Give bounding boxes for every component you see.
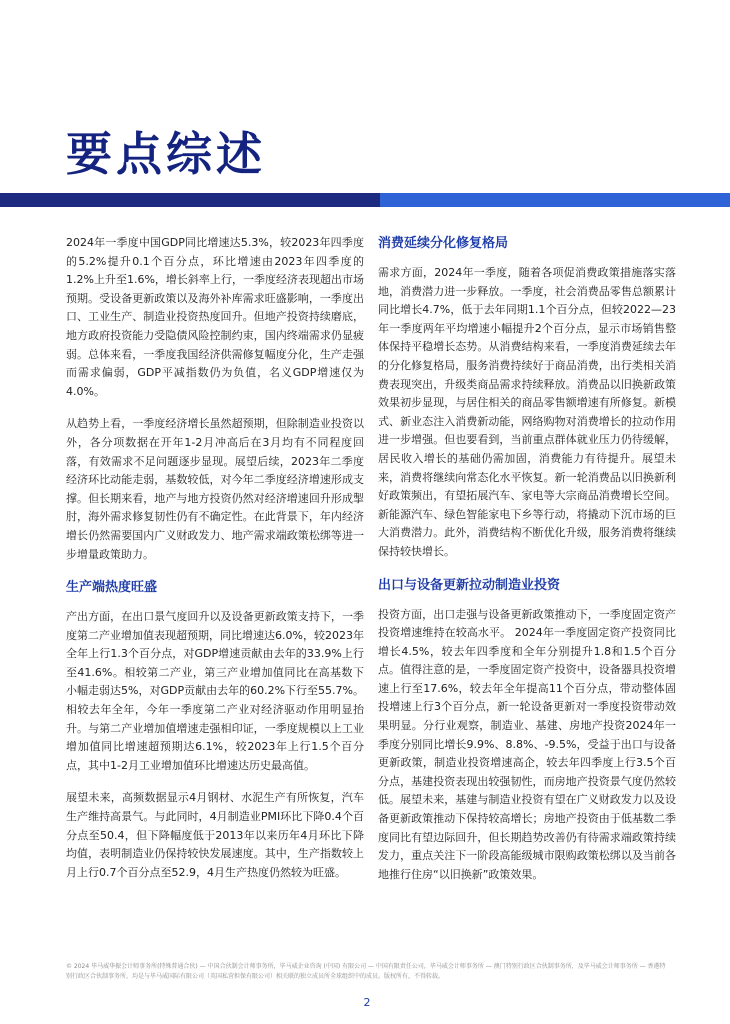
paragraph: 2024年一季度中国GDP同比增速达5.3%，较2023年四季度的5.2%提升0.1个百分点，环比增速由2023年四季度的1.2%上升至1.6%，增长斜率上行，一季度经济表现超出市场预期。受设备更新政策以及海外补库需求旺盛影响，一季度出口、工业生产、制造业投资热度回升。但地产投资持续磨底，地方政府投资能力受隐债风险控制约束，国内终端需求仍显疲弱。总体来看，一季度我国经济供需修复幅度分化，生产走强而需求偏弱，GDP平减指数仍为负值，名义GDP增速仅为4.0%。 [66, 236, 364, 398]
right-column [378, 234, 676, 898]
paragraph: 投资方面，出口走强与设备更新政策推动下，一季度固定资产投资增速维持在较高水平。 2024年一季度固定资产投资同比增长4.5%，较去年四季度和全年分别提升1.8和1.5个百分点。值得注意的是，一季度固定资产投资中，设备器具投资增速上行至17.6%，较去年全年提高11个百分点，带动整体固投增速上行3个百分点，新一轮设备更新对一季度投资带动效果明显。分行业观察，制造业、基建、房地产投资2024年一季度分别同比增长9.9%、8.8%、-9.5%，受益于出口与设备更新政策，制造业投资增速高企，较去年四季度上行3.5个百分点，基建投资表现出较强韧性，而房地产投资景气度仍然较低。展望未来，基建与制造业投资有望在广义财政发力以及设备更新政策推动下保持较高增长；房地产投资由于低基数二季度同比有望边际回升，但长期趋势改善仍有待需求端政策持续发力，重点关注下一阶段高能级城市限购政策松绑以及当前各地推行住房“以旧换新”政策效果。 [378, 607, 676, 881]
page-title: 要点综述 [66, 127, 266, 181]
header-band-accent [380, 193, 730, 207]
copyright-footnote: © 2024 毕马威华振会计师事务所(特殊普通合伙) — 中国合伙制会计师事务所，毕马威企业咨询 (中国) 有限公司 — 中国有限责任公司，毕马威会计师事务所 — 澳门特别行政区合伙制事务所，及毕马威会计师事务所 — 香港特别行政区合伙制事务所，均是与毕马威国际有限公司（英国私营担保有限公司）相关联的独立成员所全球组织中的成员。版权所有，不得转载。 [66, 963, 666, 980]
section-heading: 生产端热度旺盛 [66, 580, 158, 596]
section-heading: 消费延续分化修复格局 [378, 236, 509, 251]
left-column [66, 234, 364, 896]
section-heading: 出口与设备更新拉动制造业投资 [378, 577, 561, 593]
paragraph: 产出方面，在出口景气度回升以及设备更新政策支持下，一季度第二产业增加值表现超预期，同比增速达6.0%，较2023年全年上行1.3个百分点，对GDP增速贡献由去年的33.9%上行至41.6%。相较第二产业，第三产业增加值同比在高基数下小幅走弱达5%，对GDP贡献由去年的60.2%下行至55.7%。相较去年全年，今年一季度第二产业对经济驱动作用明显抬升。与第二产业增加值增速走强相印证，一季度规模以上工业增加值同比增速超预期达6.1%，较2023年上行1.5个百分点，其中1-2月工业增加值环比增速达历史最高值。 [66, 610, 364, 772]
page-number: 2 [363, 996, 371, 1009]
paragraph: 展望未来，高频数据显示4月钢材、水泥生产有所恢复，汽车生产维持高景气。与此同时，4月制造业PMI环比下降0.4个百分点至50.4，但下降幅度低于2013年以来历年4月环比下降均值，表明制造业仍保持较快发展速度。其中，生产指数较上月上行0.7个百分点至52.9，4月生产热度仍然较为旺盛。 [66, 791, 364, 879]
paragraph: 需求方面，2024年一季度，随着各项促消费政策措施落实落地，消费潜力进一步释放。一季度，社会消费品零售总额累计同比增长4.7%，低于去年同期1.1个百分点，但较2022—23年一季度两年平均增速小幅提升2个百分点，显示市场销售整体保持平稳增长态势。从消费结构来看，一季度消费延续去年的分化修复格局，服务消费持续好于商品消费，出行类相关消费表现突出，升级类商品需求持续释放。消费品以旧换新政策效果初步显现，与居住相关的商品零售额增速有所修复。新模式、新业态注入消费新动能，网络购物对消费增长的拉动作用进一步增强。但也要看到，当前重点群体就业压力仍待缓解，居民收入增长的基础仍需加固，消费能力有待提升。展望未来，消费将继续向常态化水平恢复。新一轮消费品以旧换新利好政策频出，有望拓展汽车、家电等大宗商品消费增长空间。新能源汽车、绿色智能家电下乡等行动，将撬动下沉市场的巨大消费潜力。此外，消费结构不断优化升级，服务消费将继续保持较快增长。 [378, 266, 676, 558]
paragraph: 从趋势上看，一季度经济增长虽然超预期，但除制造业投资以外，各分项数据在开年1-2月冲高后在3月均有不同程度回落，有效需求不足问题逐步显现。展望后续，2023年二季度经济环比动能走弱，基数较低，对今年二季度经济增速形成支撑。但长期来看，地产与地方投资仍然对经济增速回升形成掣肘，海外需求修复韧性仍有不确定性。在此背景下，年内经济增长仍然需要国内广义财政发力、地产需求端政策松绑等进一步增量政策助力。 [66, 417, 364, 561]
